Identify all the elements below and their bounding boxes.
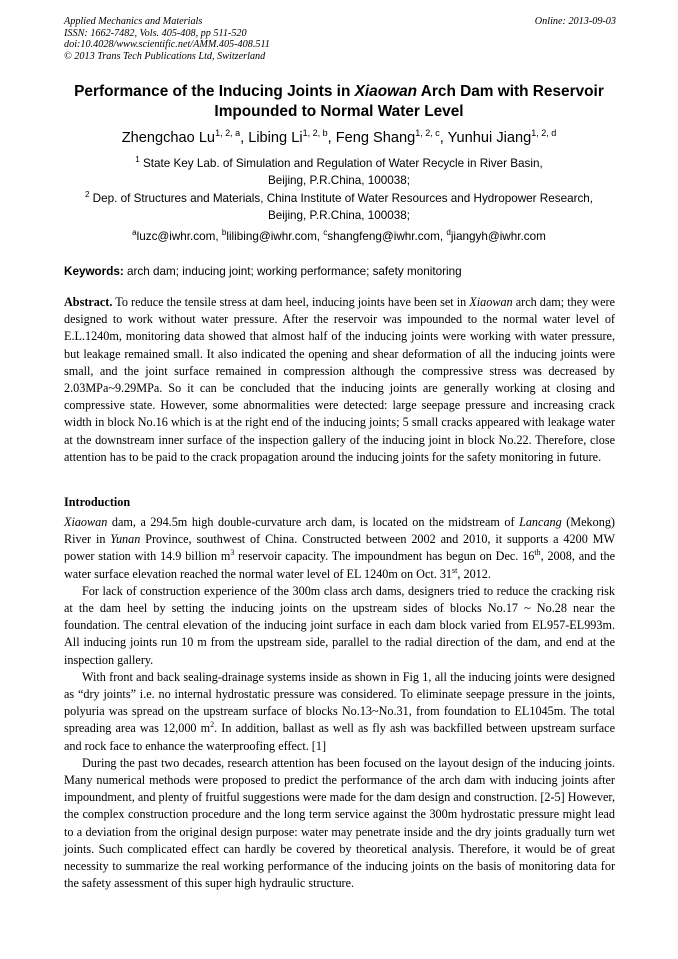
introduction-body — [64, 514, 615, 892]
paragraph-text: (Mekong) River in — [64, 515, 615, 547]
author-affil-sup: 1, 2, a — [215, 128, 241, 138]
online-date: Online: 2013-09-03 — [534, 16, 616, 27]
section-heading-introduction: Introduction — [64, 495, 131, 509]
journal-header — [64, 16, 616, 62]
keywords-text: arch dam; inducing joint; working performance; safety monitoring — [123, 265, 462, 278]
email-sup: b — [221, 228, 227, 237]
paragraph-text: reservoir capacity. The impoundment has begun on Dec. 16 — [234, 549, 535, 564]
paragraph-text: , 2008, and the water surface elevation reached the normal water level of EL 1240m on Oct. 31 — [64, 549, 615, 581]
abstract-text: arch dam; they were designed to work without water pressure. After the reservoir was impounded to the normal water level of E.L.1240m, monitoring data showed that almost half of the inducing joints were working with water pressure, but leakage remained small. It also indicated the opening and shear deformation of all the inducing joints were small, and the joint surface remained in compression although the compressive stress was decreased by 2.03MPa~9.29MPa. So it can be concluded that the inducing joints are generally working at closing and compressive state. However, some abnormalities were detected: large seepage pressure and increasing crack width in block No.16 which is at the right end of the inducing joints; 5 small cracks appeared with leakage water at the downstream inner surface of the inspection gallery of the inducing joint in block No.22. Therefore, close attention has to be paid to the crack propagation around the inducing joints for the safety monitoring in future. — [64, 295, 615, 464]
author-affil-sup: 1, 2, d — [531, 128, 557, 138]
italic-term: Xiaowan — [64, 515, 108, 529]
author-sep: , — [240, 130, 249, 146]
paragraph — [64, 669, 615, 755]
title-italic: Xiaowan — [354, 83, 418, 100]
affiliation-line: Beijing, P.R.China, 100038; — [267, 174, 411, 187]
keywords-label: Keywords: — [64, 265, 124, 278]
paragraph-text: , 2012. — [457, 566, 491, 581]
superscript: th — [534, 548, 541, 558]
abstract-text: To reduce the tensile stress at dam heel, inducing joints have been set in — [112, 295, 470, 309]
abstract-italic: Xiaowan — [469, 295, 513, 309]
superscript: st — [452, 565, 458, 575]
superscript: 2 — [210, 720, 215, 730]
email-address: luzc@iwhr.com, — [136, 230, 222, 243]
paragraph — [64, 514, 615, 583]
paragraph-text: . In addition, ballast as well as fly ash was backfilled between upstream surface and rock face to enhance the waterproofing effect. [1] — [64, 721, 615, 753]
italic-term: Yunan — [110, 532, 141, 547]
affiliation-line: Dep. of Structures and Materials, China Institute of Water Resources and Hydropower Research, — [92, 192, 594, 205]
abstract — [64, 294, 615, 466]
author-name: Zhengchao Lu — [121, 130, 216, 146]
author-sep: , — [439, 130, 448, 146]
paragraph-text: With front and back sealing-drainage systems inside as shown in Fig 1, all the inducing joints were designed as “dry joints” i.e. no internal hydrostatic pressure was considered. To eliminate seepage pressure in the joints, polyuria was spread on the upstream surface of blocks No.13~No.31, from foundation to EL1045m. The total spreading area was 12,000 m — [64, 669, 615, 736]
paragraph: During the past two decades, research attention has been focused on the layout design of the inducing joints. Many numerical methods were proposed to predict the performance of the arch dam with inducing joints after impoundment, and plenty of fruitful suggestions were made for the dam design and construction. [2-5] However, the complex construction procedure and the long term service against the 300m hydrostatic pressure might lead to a deviation from the original design purpose: water may penetrate inside and the dry joints gradually turn wet joints. Such complicated effect can hardly be covered by theoretical analysis. Therefore, it would be of great necessity to summarize the real working performance of the inducing joints on the basis of monitoring data for the safety assessment of this super high hydraulic structure. — [64, 755, 615, 891]
email-address: jiangyh@iwhr.com — [450, 230, 546, 243]
paragraph-text: Province, southwest of China. Constructed between 2002 and 2010, it supports a 4200 MW power station with 14.9 billion m — [64, 532, 615, 564]
paragraph: For lack of construction experience of the 300m class arch dams, designers tried to reduce the cracking risk at the dam heel by setting the inducing joints on the upstream sides of blocks No.17 ~ No.28 near the foundation. The central elevation of the inducing joint surface in each dam block varied from EL957-EL993m. All inducing joints run 10 m from the upstream side, parallel to the radial direction of the dam, and end at the inspection gallery. — [64, 583, 615, 667]
keywords — [64, 263, 616, 280]
affiliation-2 — [40, 190, 638, 224]
email-sup: d — [446, 228, 451, 237]
doi-line: doi:10.4028/www.scientific.net/AMM.405-408.511 — [64, 39, 270, 51]
italic-term: Lancang — [519, 515, 562, 529]
author-affil-sup: 1, 2, b — [302, 128, 328, 138]
email-address: shangfeng@iwhr.com, — [327, 230, 447, 243]
author-sep: , — [327, 130, 336, 146]
journal-name: Applied Mechanics and Materials — [64, 16, 203, 27]
paper-title — [40, 82, 638, 122]
copyright-line: © 2013 Trans Tech Publications Ltd, Switzerland — [64, 50, 266, 62]
email-sup: c — [323, 228, 328, 237]
email-sup: a — [132, 228, 137, 237]
author-name: Feng Shang — [335, 130, 416, 146]
affiliation-1 — [40, 155, 638, 189]
email-list — [40, 228, 638, 245]
affiliation-number: 1 — [135, 155, 140, 164]
author-list — [40, 128, 638, 148]
author-name: Libing Li — [248, 130, 303, 146]
abstract-label: Abstract. — [64, 295, 113, 309]
superscript: 3 — [230, 548, 235, 558]
author-name: Yunhui Jiang — [447, 130, 532, 146]
affiliation-line: Beijing, P.R.China, 100038; — [267, 209, 411, 222]
author-affil-sup: 1, 2, c — [415, 128, 440, 138]
title-part-2: Arch Dam with Reservoir Impounded to Normal Water Level — [214, 83, 604, 120]
affiliation-line: State Key Lab. of Simulation and Regulation of Water Recycle in River Basin, — [142, 157, 543, 170]
email-address: lilibing@iwhr.com, — [226, 230, 324, 243]
paragraph-text: dam, a 294.5m high double-curvature arch dam, is located on the midstream of — [107, 515, 520, 529]
affiliation-number: 2 — [84, 190, 90, 199]
title-part-1: Performance of the Inducing Joints in — [74, 83, 355, 100]
issn-line: ISSN: 1662-7482, Vols. 405-408, pp 511-520 — [64, 27, 247, 39]
